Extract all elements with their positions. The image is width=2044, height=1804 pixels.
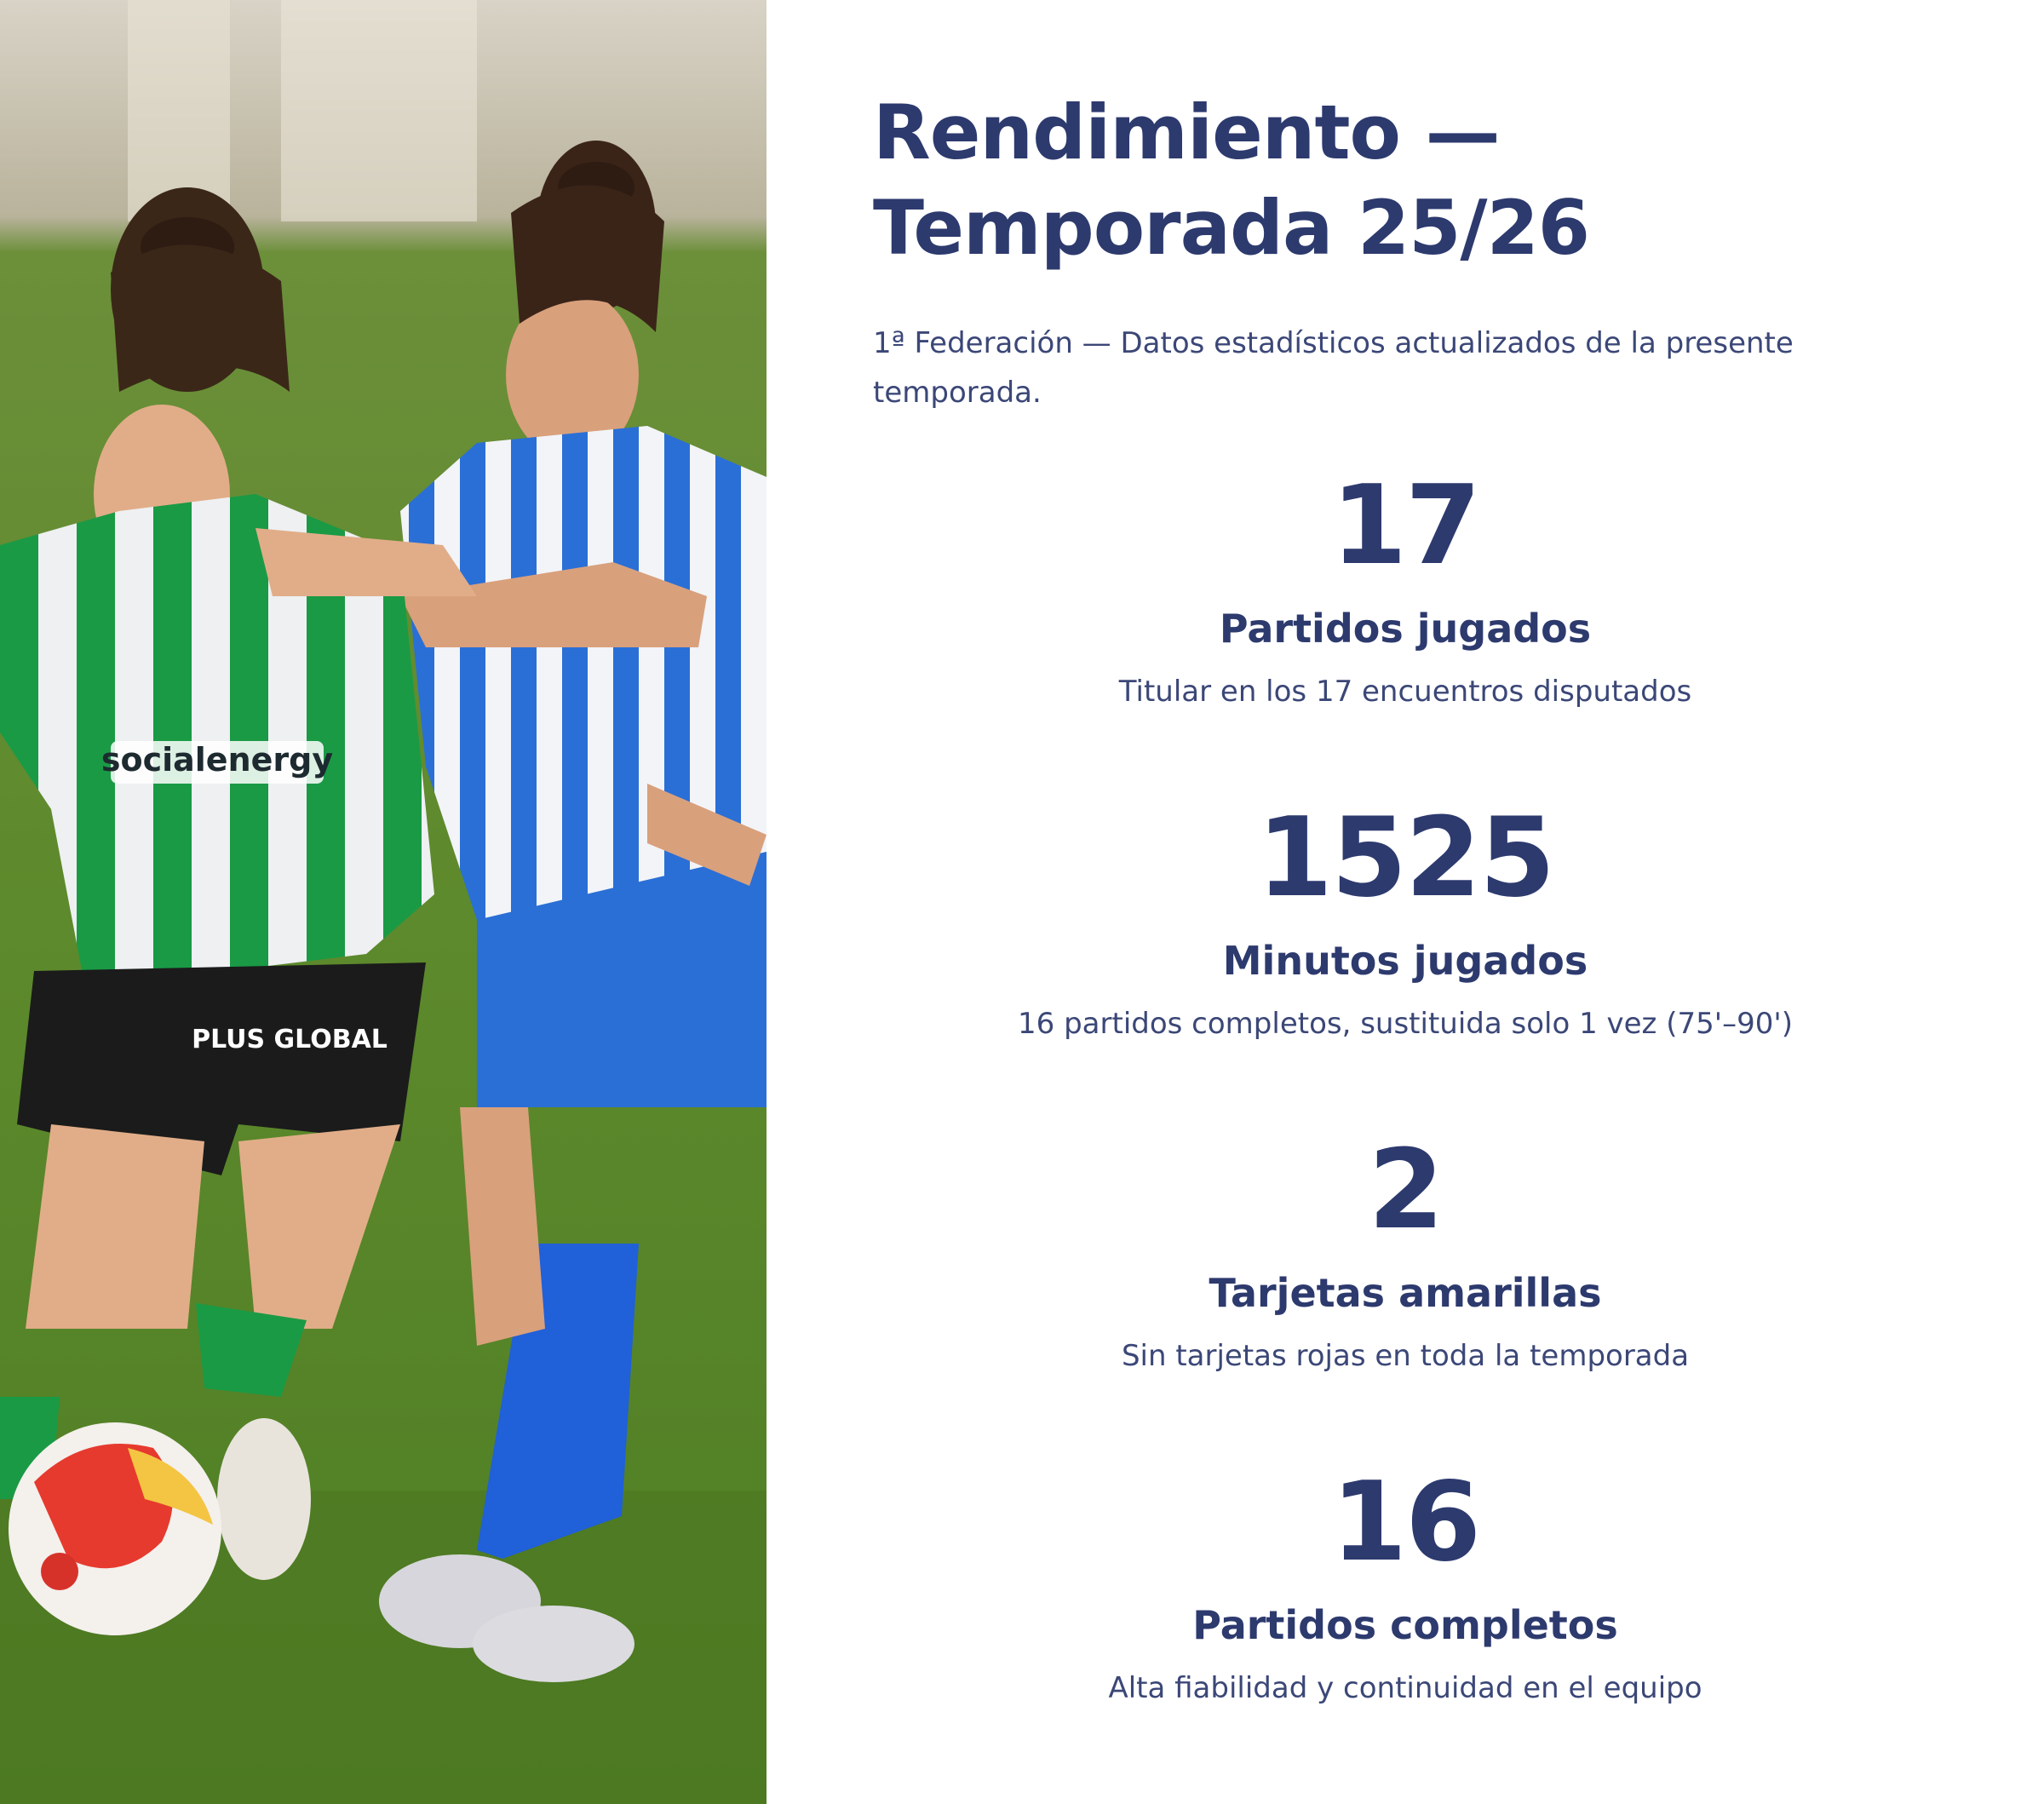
stat-description: Alta fiabilidad y continuidad en el equipo — [1108, 1671, 1702, 1705]
stat-item — [873, 462, 1938, 799]
page-title — [873, 85, 1972, 276]
stat-description: Sin tarjetas rojas en toda la temporada — [1121, 1339, 1690, 1373]
stat-value: 16 — [1330, 1459, 1480, 1586]
stat-value: 17 — [1330, 462, 1480, 589]
stat-description: 16 partidos completos, sustituida solo 1 vez (75'–90') — [1018, 1007, 1793, 1041]
jersey-sponsor-text: socialenergy — [100, 741, 334, 778]
header-section — [873, 85, 1972, 417]
stat-label: Minutos jugados — [1222, 938, 1588, 984]
stat-description: Titular en los 17 encuentros disputados — [1118, 675, 1692, 709]
page-subtitle: 1ª Federación — Datos estadísticos actualizados de la presente temporada. — [873, 326, 1794, 410]
stat-item — [873, 1459, 1938, 1795]
player-photo — [0, 0, 766, 1804]
stats-list — [873, 462, 1938, 1795]
stat-value: 1525 — [1256, 795, 1554, 922]
page-title-line1: Rendimiento — — [873, 89, 1500, 176]
stat-item — [873, 795, 1938, 1131]
stat-label: Tarjetas amarillas — [1209, 1270, 1602, 1316]
shorts-sponsor-text: PLUS GLOBAL — [192, 1025, 388, 1054]
stat-value: 2 — [1368, 1127, 1443, 1254]
stat-label: Partidos jugados — [1219, 606, 1592, 652]
page-title-line2: Temporada 25/26 — [873, 184, 1590, 272]
stat-label: Partidos completos — [1192, 1602, 1618, 1648]
stat-item — [873, 1127, 1938, 1463]
